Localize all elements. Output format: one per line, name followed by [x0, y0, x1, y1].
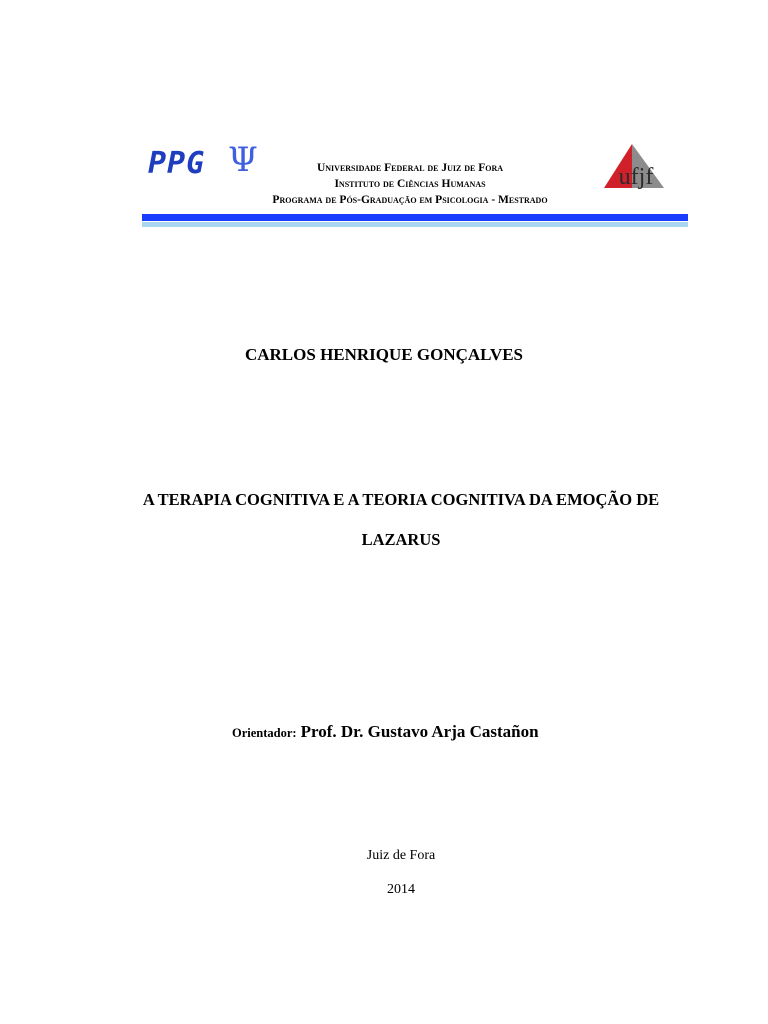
ufjf-logo-text: ufjf: [618, 164, 654, 190]
psi-icon: Ψ: [228, 140, 258, 180]
author-name: CARLOS HENRIQUE GONÇALVES: [244, 345, 524, 364]
thesis-title-line-2: LAZARUS: [361, 530, 441, 549]
advisor-label: Orientador:: [232, 726, 297, 740]
advisor-name: Prof. Dr. Gustavo Arja Castañon: [300, 722, 539, 741]
program-name: Programa de Pós-Graduação em Psicologia - Mestrado: [272, 194, 548, 206]
institute-name: Instituto de Ciências Humanas: [334, 178, 486, 190]
city: Juiz de Fora: [366, 848, 436, 863]
institution-block: [230, 160, 590, 208]
ppg-logo: PPG: [148, 146, 206, 181]
header-rule-light: [142, 222, 688, 227]
header-rule-dark: [142, 214, 688, 221]
university-name: Universidade Federal de Juiz de Fora: [316, 162, 504, 174]
ufjf-logo: [602, 142, 668, 202]
advisor-line: [232, 722, 539, 742]
thesis-title-line-1: A TERAPIA COGNITIVA E A TEORIA COGNITIVA DA EMOÇÃO DE: [142, 490, 660, 509]
document-header: [140, 140, 688, 230]
year: 2014: [387, 882, 415, 897]
